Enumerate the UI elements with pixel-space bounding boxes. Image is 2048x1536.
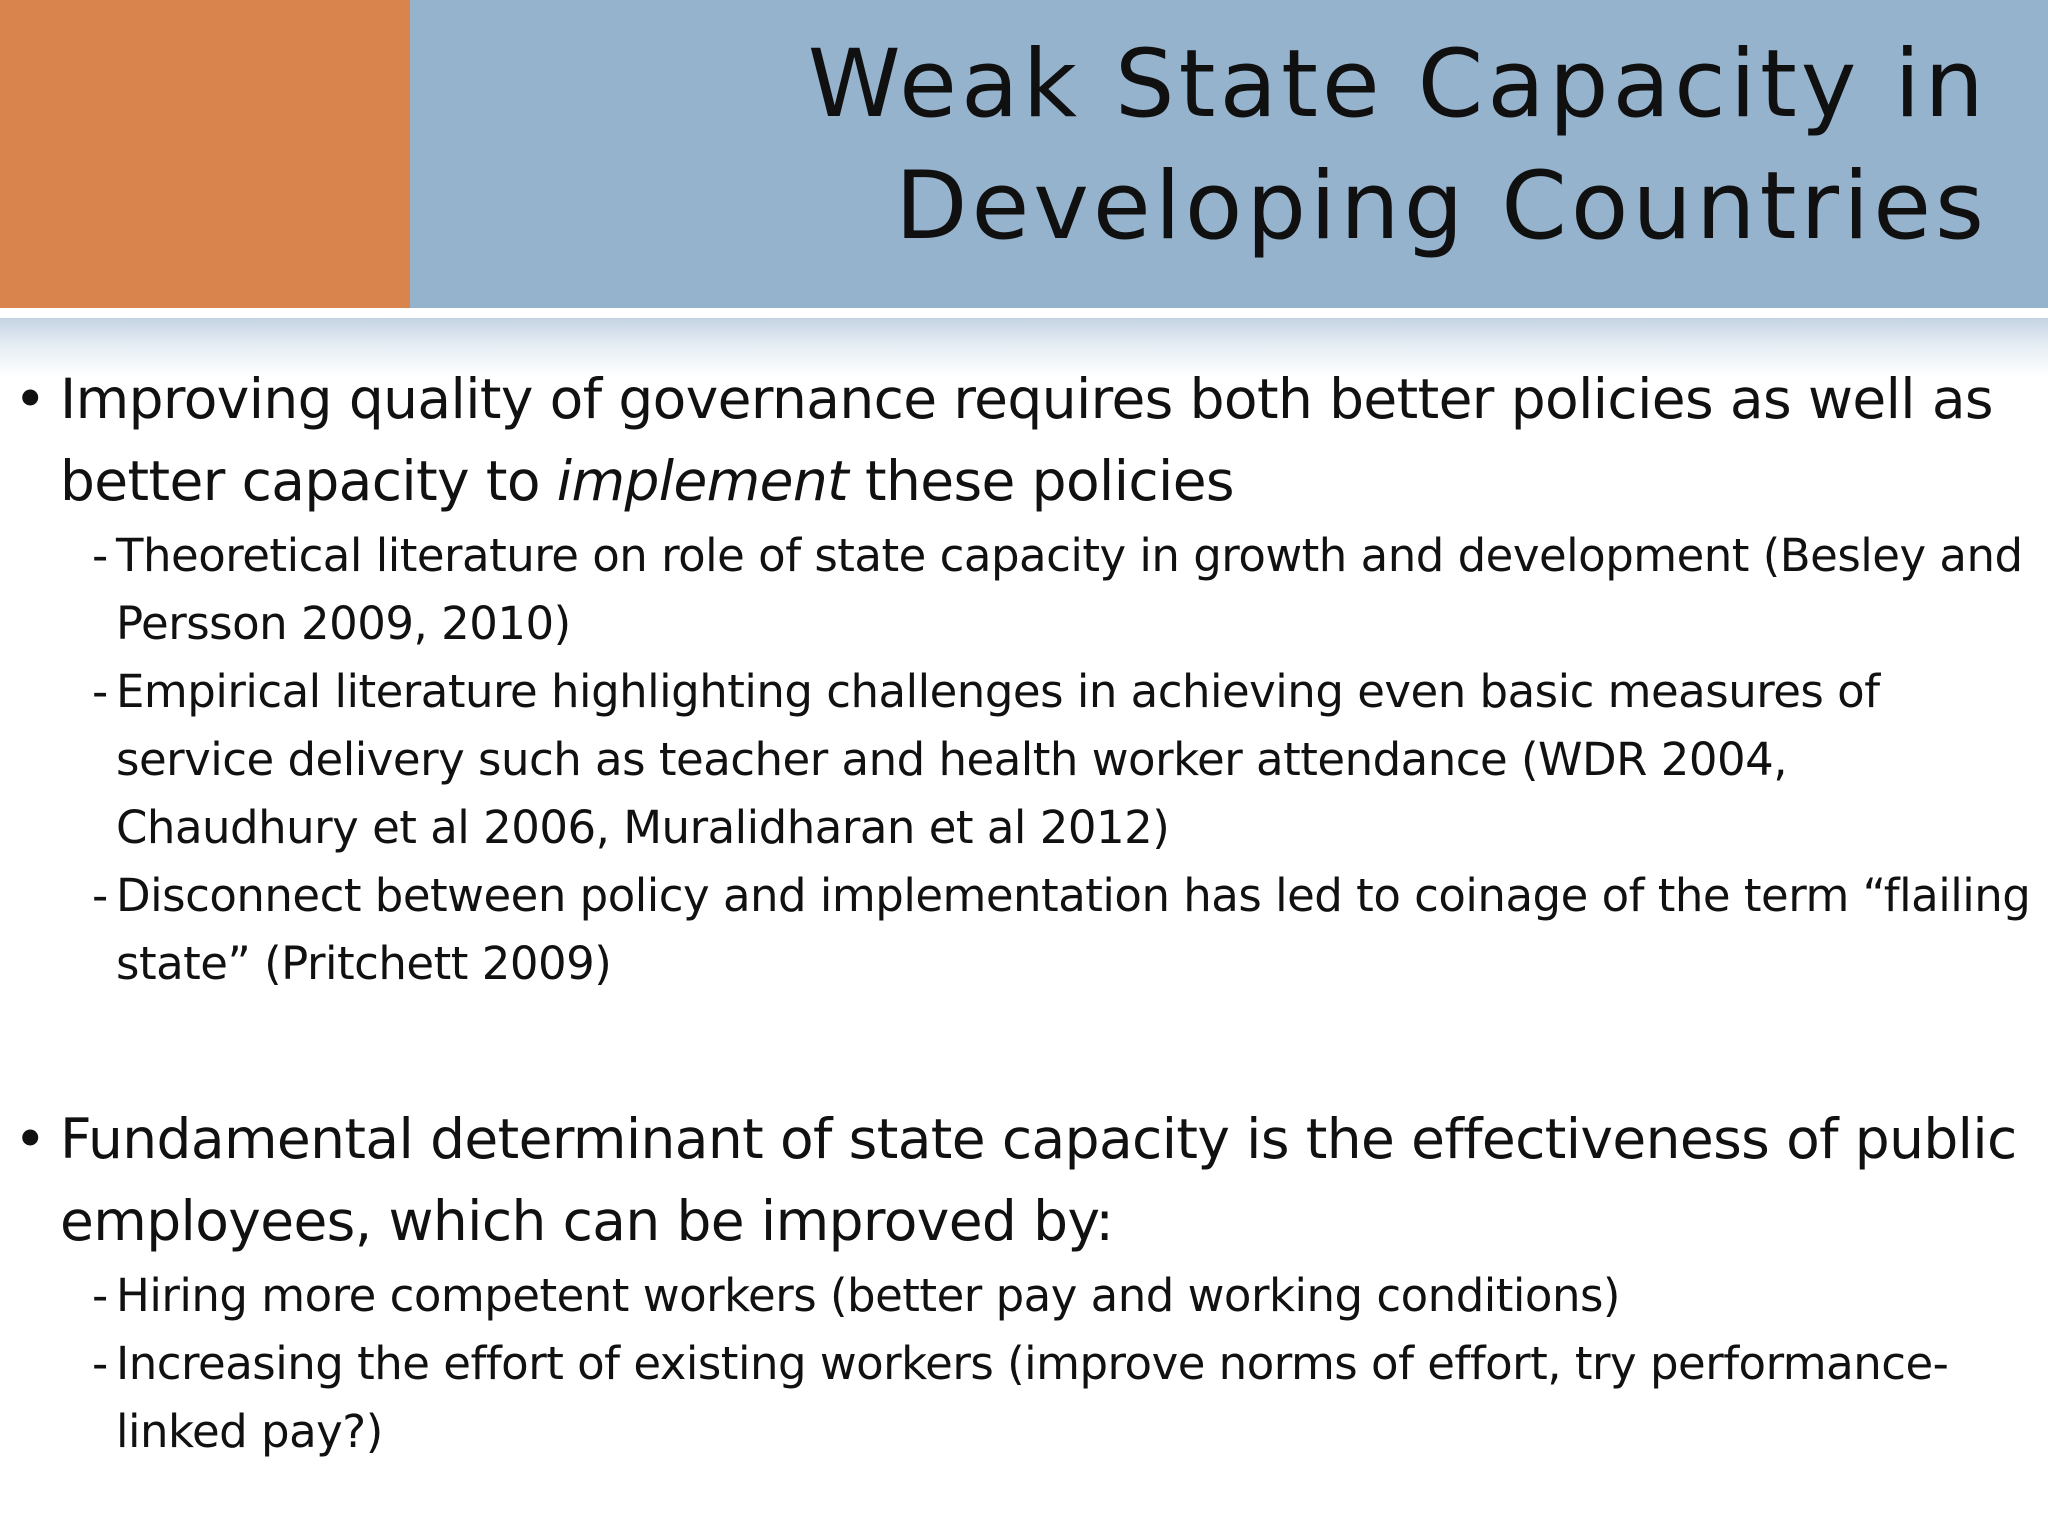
- subitems-public-employees: [0, 1262, 2040, 1466]
- dash-marker: -: [92, 1337, 108, 1390]
- bullet-governance-text-after: these policies: [848, 449, 1234, 513]
- subitem-text: Hiring more competent workers (better pay and working conditions): [116, 1269, 1620, 1322]
- bullet-governance: [0, 358, 2040, 522]
- bullet-governance-text-before: Improving quality of governance requires both better policies as well as better capacity to: [60, 367, 1993, 513]
- slide-title-line-2: Developing Countries: [895, 152, 1988, 261]
- dash-marker: -: [92, 665, 108, 718]
- slide-title: [588, 24, 1988, 268]
- dash-marker: -: [92, 1269, 108, 1322]
- subitem-hiring: [0, 1262, 2040, 1330]
- subitem-effort: [0, 1330, 2040, 1466]
- subitem-empirical-literature: [0, 658, 2040, 862]
- bullet-governance-emphasis: implement: [556, 449, 849, 513]
- bullet-marker: •: [14, 1107, 46, 1171]
- dash-marker: -: [92, 529, 108, 582]
- title-divider: [0, 308, 2048, 318]
- dash-marker: -: [92, 869, 108, 922]
- slide-content: [0, 358, 2040, 1466]
- subitem-text: Disconnect between policy and implementation has led to coinage of the term “flailing state” (Pritchett 2009): [116, 869, 2031, 990]
- slide-title-line-1: Weak State Capacity in: [807, 30, 1988, 139]
- subitem-text: Empirical literature highlighting challenges in achieving even basic measures of service delivery such as teacher and health worker attendance (WDR 2004, Chaudhury et al 2006, Muralidharan et al 2012): [116, 665, 1880, 854]
- subitem-text: Theoretical literature on role of state capacity in growth and development (Besley and Persson 2009, 2010): [116, 529, 2023, 650]
- accent-block: [0, 0, 410, 308]
- subitem-flailing-state: [0, 862, 2040, 998]
- subitem-text: Increasing the effort of existing workers (improve norms of effort, try performance-linked pay?): [116, 1337, 1949, 1458]
- subitems-governance: [0, 522, 2040, 998]
- subitem-theoretical-literature: [0, 522, 2040, 658]
- bullet-marker: •: [14, 367, 46, 431]
- bullet-public-employees-text: Fundamental determinant of state capacity is the effectiveness of public employees, which can be improved by:: [60, 1107, 2017, 1253]
- bullet-public-employees: [0, 1098, 2040, 1262]
